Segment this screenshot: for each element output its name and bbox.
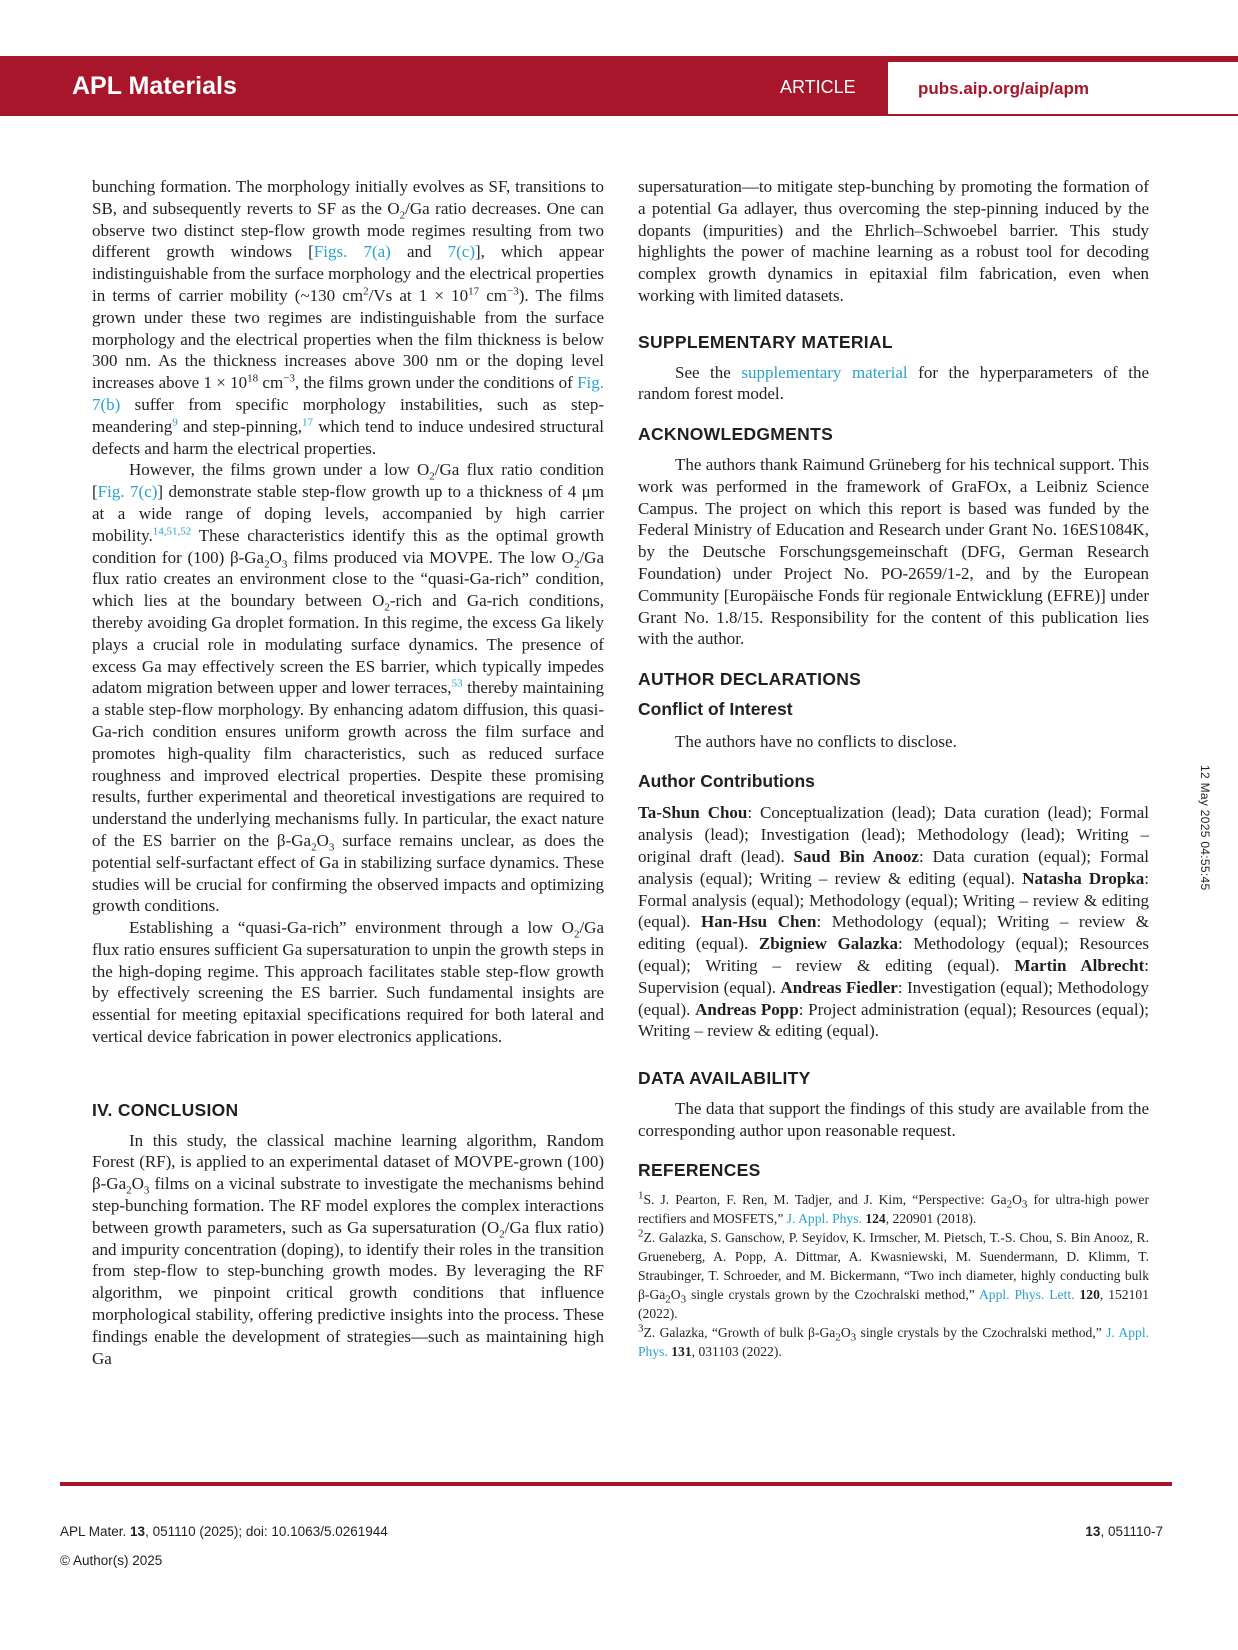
citation-link[interactable]: 53 [451,677,463,690]
footer-page-number: 13, 051110-7 [1085,1524,1163,1539]
left-column [92,176,604,1369]
author-name: Andreas Fiedler [780,977,898,997]
author-name: Andreas Popp [695,999,799,1019]
article-type: ARTICLE [780,77,856,97]
figure-link[interactable]: 7(c) [447,242,475,262]
reference-item: $^1$S. J. Pearton, F. Ren, M. Tadjer, and J. Kim, “Perspective: $Ga_2O_3$ for ultra-high power rectifiers and MOSFETS,” J. Appl. Phys. 124, 220901 (2018). [638,1189,1149,1227]
author-name: Natasha Dropka [1022,868,1145,888]
section-heading-declarations: AUTHOR DECLARATIONS [638,669,862,690]
footer-rule [60,1482,1172,1486]
journal-url-box [886,60,1238,116]
right-column [638,176,1149,1361]
body-paragraph: supersaturation—to mitigate step-bunching by promoting the formation of a potential Ga adlayer, thus overcoming the step-pinning induced by the dopants (impurities) and the Ehrlich–Schwoebel barrier. This study highlights the power of machine learning as a robust tool for decoding complex growth dynamics in epitaxial film fabrication, even when working with limited datasets. [638,177,1149,305]
footer-citation: APL Mater. 13, 051110 (2025); doi: 10.1063/5.0261944 [60,1524,388,1539]
body-paragraph: bunching formation. The morphology initially evolves as SF, transitions to SB, and subsequently reverts to SF as the $O_2/Ga$ ratio decreases. One can observe two distinct step-flow growth mode regimes resulting from two different growth windows [Figs. 7(a) and 7(c)], which appear indistinguishable from the surface morphology and the electrical properties in terms of carrier mobility (~130 $cm^2/Vs$ at $1 \times 10^{17}$ $cm^{-3}$). The films grown under these two regimes are indistinguishable from the surface morphology and the electrical properties when the film thickness is below 300 nm. As the thickness increases above 300 nm or the doping level increases above $1 \times 10^{18}$ $cm^{-3}$, the films grown under the conditions of Fig. 7(b) suffer from specific morphology instabilities, such as step-meandering$^9$ and step-pinning,$^{17}$ which tend to induce undesired structural defects and harm the electrical properties. [92,177,605,458]
journal-link[interactable]: J. Appl. Phys. [786,1211,862,1227]
author-name: Saud Bin Anooz [793,846,919,866]
journal-link[interactable]: Appl. Phys. Lett. [978,1287,1075,1303]
body-paragraph: The data that support the findings of this study are available from the corresponding author upon reasonable request. [638,1098,1149,1140]
citation-link[interactable]: 17 [302,416,313,429]
author-name: Han-Hsu Chen [700,912,817,932]
figure-link[interactable]: Figs. 7(a) [313,242,391,262]
body-paragraph: However, the films grown under a low $O_2/Ga$ flux ratio condition [Fig. 7(c)] demonstrate stable step-flow growth up to a thickness of 4 μm at a wide range of doping levels, accompanied by high carrier mobility.$^{14,51,52}$ These characteristics identify this as the optimal growth condition for (100) $\beta-Ga_2O_3$ films produced via MOVPE. The low $O_2/Ga$ flux ratio creates an environment close to the “quasi-Ga-rich” condition, which lies at the boundary between $O_2$-rich and Ga-rich conditions, thereby avoiding Ga droplet formation. In this regime, the excess Ga likely plays a crucial role in modulating surface dynamics. The presence of excess Ga may effectively screen the ES barrier, which typically impedes adatom migration between upper and lower terraces,$^{53}$ thereby maintaining a stable step-flow morphology. By enhancing adatom diffusion, this quasi-Ga-rich condition ensures uniform growth across the film surface and promotes high-quality film characteristics, such as reduced surface roughness and improved electrical properties. Despite these promising results, further experimental and theoretical investigations are required to understand the underlying mechanisms fully. In particular, the exact nature of the ES barrier on the $\beta-Ga_2O_3$ surface remains unclear, as does the potential self-surfactant effect of Ga in stabilizing surface dynamics. These studies will be crucial for confirming the observed impacts and optimizing growth conditions. [92,460,604,916]
journal-title: APL Materials [72,72,237,100]
subsection-heading-conflict: Conflict of Interest [638,698,793,719]
subsection-heading-contributions: Author Contributions [638,770,815,791]
section-heading-supplementary: SUPPLEMENTARY MATERIAL [638,331,893,352]
body-paragraph: Establishing a “quasi-Ga-rich” environment through a low $O_2/Ga$ flux ratio ensures sufficient Ga supersaturation to unpin the growth steps in the high-doping regime. This approach facilitates stable step-flow growth by effectively screening the ES barrier. Such fundamental insights are essential for meeting epitaxial specifications required for both lateral and vertical device fabrication in power electronics applications. [92,918,604,1047]
body-paragraph: The authors have no conflicts to disclose. [675,731,957,751]
reference-item: $^2$Z. Galazka, S. Ganschow, P. Seyidov, K. Irmscher, M. Pietsch, T.-S. Chou, S. Bin Anooz, R. Grueneberg, A. Popp, A. Dittmar, A. Kwasniewski, M. Suendermann, D. Klimm, T. Straubinger, T. Schroeder, and M. Bickermann, “Two inch diameter, highly conducting bulk $\beta-Ga_2O_3$ single crystals grown by the Czochralski method,” Appl. Phys. Lett. 120, 152101 (2022). [638,1227,1149,1322]
section-heading-conclusion: IV. CONCLUSION [92,1099,239,1120]
figure-link[interactable]: Fig. 7(c) [97,482,158,502]
section-heading-references: REFERENCES [638,1160,761,1181]
body-paragraph: See the supplementary material for the hyperparameters of the random forest model. [638,362,1149,404]
section-heading-data-availability: DATA AVAILABILITY [638,1068,811,1089]
reference-list [638,1190,1149,1361]
journal-link[interactable]: J. Appl. Phys. [638,1325,1150,1360]
author-name: Martin Albrecht [1014,955,1145,975]
reference-item: $^3$Z. Galazka, “Growth of bulk $\beta-Ga_2O_3$ single crystals by the Czochralski method,” J. Appl. Phys. 131, 031103 (2022). [638,1322,1150,1360]
section-heading-acknowledgments: ACKNOWLEDGMENTS [638,424,834,445]
figure-link[interactable]: Fig. 7(b) [92,373,604,414]
body-paragraph: The authors thank Raimund Grüneberg for his technical support. This work was performed in the framework of GraFOx, a Leibniz Science Campus. The project on which this report is based was funded by the Federal Ministry of Education and Research under Grant No. 16ES1084K, by the Deutsche Forschungsgemeinschaft (DFG, German Research Foundation) under Project No. PO-2659/1-2, and by the European Community [Europäische Fonds für regionale Entwicklung (EFRE)] under Grant No. 1.8/15. Responsibility for the content of this publication lies with the author. [638,454,1149,649]
supplementary-link[interactable]: supplementary material [741,362,908,382]
citation-link[interactable]: 14,51,52 [152,525,192,538]
body-paragraph: Ta-Shun Chou: Conceptualization (lead); Data curation (lead); Formal analysis (lead); Investigation (lead); Methodology (lead); Writing – original draft (lead). Saud Bin Anooz: Data curation (equal); Formal analysis (equal); Writing – review & editing (equal). Natasha Dropka: Formal analysis (equal); Methodology (equal); Writing – review & editing (equal). Han-Hsu Chen: Methodology (equal); Writing – review & editing (equal). Zbigniew Galazka: Methodology (equal); Resources (equal); Writing – review & editing (equal). Martin Albrecht: Supervision (equal). Andreas Fiedler: Investigation (equal); Methodology (equal). Andreas Popp: Project administration (equal); Resources (equal); Writing – review & editing (equal). [638,803,1150,1041]
author-name: Ta-Shun Chou [638,803,748,823]
download-timestamp: 12 May 2025 04:55:45 [1198,765,1212,891]
journal-url-link[interactable]: pubs.aip.org/aip/apm [918,79,1089,98]
author-name: Zbigniew Galazka [758,934,898,954]
citation-link[interactable]: 9 [172,416,178,429]
body-paragraph: In this study, the classical machine learning algorithm, Random Forest (RF), is applied to an experimental dataset of MOVPE-grown (100) $\beta-Ga_2O_3$ films on a vicinal substrate to investigate the mechanisms behind step-bunching formation. The RF model explores the complex interactions between growth parameters, such as Ga supersaturation ($O_2/Ga$ flux ratio) and impurity concentration (doping), to identify their roles in the transition from step-flow to step-bunching growth modes. By leveraging the RF algorithm, we pinpoint critical growth conditions that influence morphological stability, offering predictive insights into the process. These findings enable the development of strategies—such as maintaining high Ga [92,1130,604,1368]
footer-copyright: © Author(s) 2025 [60,1553,163,1568]
